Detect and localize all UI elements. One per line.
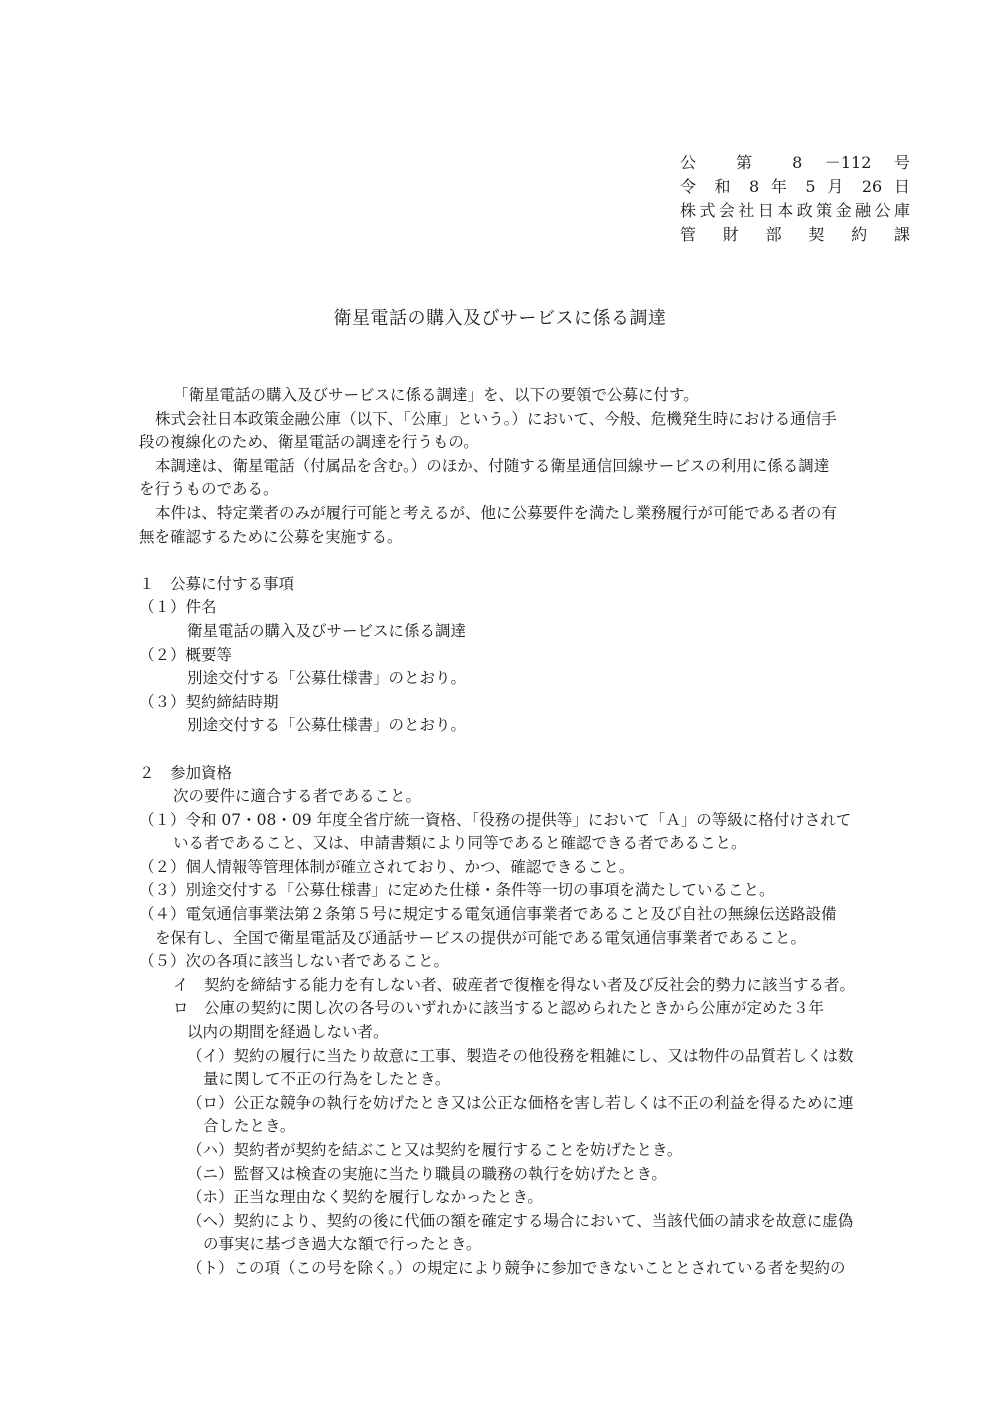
exclusion-sub-e: （ホ）正当な理由なく契約を履行しなかったとき。 bbox=[187, 1188, 543, 1207]
exclusion-i: イ 契約を締結する能力を有しない者、破産者で復権を得ない者及び反社会的勢力に該当する者。 bbox=[173, 975, 856, 994]
section-2-heading: ２ 参加資格 bbox=[139, 763, 233, 782]
spacer bbox=[139, 549, 919, 573]
exclusion-sub-d: （ニ）監督又は検査の実施に当たり職員の職務の執行を妨げたとき。 bbox=[187, 1164, 667, 1183]
section-1-item-3-label: （３）契約締結時期 bbox=[139, 692, 279, 711]
section-1-heading: １ 公募に付する事項 bbox=[139, 574, 295, 593]
section-1-item-2-label: （２）概要等 bbox=[139, 645, 233, 664]
section-1-item-1-value: 衛星電話の購入及びサービスに係る調達 bbox=[187, 621, 467, 640]
document-body bbox=[139, 384, 919, 1281]
spacer bbox=[139, 738, 919, 762]
section-1-item-2-value: 別途交付する「公募仕様書」のとおり。 bbox=[187, 669, 467, 688]
requirement-1-line-2: いる者であること、又は、申請書類により同等であると確認できる者であること。 bbox=[173, 834, 747, 853]
intro-paragraph-2-line-2: 段の複線化のため、衛星電話の調達を行うもの。 bbox=[139, 433, 479, 452]
intro-paragraph-4-line-2: 無を確認するために公募を実施する。 bbox=[139, 527, 403, 546]
exclusion-sub-g-line-1: （ト）この項（この号を除く。）の規定により競争に参加できないこととされている者を契約の bbox=[187, 1258, 846, 1277]
requirement-4-line-1: （４）電気通信事業法第２条第５号に規定する電気通信事業者であること及び自社の無線伝送路設備 bbox=[139, 905, 837, 924]
exclusion-sub-f-line-1: （ヘ）契約により、契約の後に代価の額を確定する場合において、当該代価の請求を故意に虚偽 bbox=[187, 1211, 854, 1230]
exclusion-ro-line-2: 以内の期間を経過しない者。 bbox=[187, 1023, 389, 1042]
intro-paragraph-1: 「衛星電話の購入及びサービスに係る調達」を、以下の要領で公募に付す。 bbox=[173, 386, 699, 404]
intro-paragraph-3-line-1: 本調達は、衛星電話（付属品を含む。）のほか、付随する衛星通信回線サービスの利用に係る調達 bbox=[155, 456, 830, 475]
section-1-item-1-label: （１）件名 bbox=[139, 598, 217, 617]
exclusion-sub-a-line-2: 量に関して不正の行為をしたとき。 bbox=[203, 1070, 451, 1089]
requirement-3: （３）別途交付する「公募仕様書」に定めた仕様・条件等一切の事項を満たしていること。 bbox=[139, 881, 775, 900]
document-title: 衛星電話の購入及びサービスに係る調達 bbox=[333, 308, 667, 329]
exclusion-sub-b-line-2: 合したとき。 bbox=[203, 1117, 296, 1136]
exclusion-sub-f-line-2: の事実に基づき過大な額で行ったとき。 bbox=[203, 1235, 482, 1254]
document-number: 公 第 8 －112 号 bbox=[680, 153, 910, 172]
exclusion-ro-line-1: ロ 公庫の契約に関し次の各号のいずれかに該当すると認められたときから公庫が定めた３年 bbox=[173, 999, 825, 1018]
intro-paragraph-4-line-1: 本件は、特定業者のみが履行可能と考えるが、他に公募要件を満たし業務履行が可能である者の有 bbox=[155, 503, 838, 522]
issuer-department: 管 財 部 契 約 課 bbox=[680, 225, 910, 244]
document-header bbox=[680, 151, 910, 247]
requirement-2: （２）個人情報等管理体制が確立されており、かつ、確認できること。 bbox=[139, 857, 635, 876]
requirement-1-line-1: （１）令和 07・08・09 年度全省庁統一資格、「役務の提供等」において「Ａ」の等級に格付けされて bbox=[139, 810, 852, 829]
intro-paragraph-2-line-1: 株式会社日本政策金融公庫（以下、「公庫」という。）において、今般、危機発生時における通信手 bbox=[155, 409, 837, 428]
requirement-5: （５）次の各項に該当しない者であること。 bbox=[139, 952, 450, 971]
document-date: 令 和 8 年 5 月 26 日 bbox=[680, 177, 910, 196]
exclusion-sub-b-line-1: （ロ）公正な競争の執行を妨げたとき又は公正な価格を害し若しくは不正の利益を得るために連 bbox=[187, 1093, 854, 1112]
issuer-organization: 株式会社日本政策金融公庫 bbox=[680, 201, 910, 220]
exclusion-sub-c: （ハ）契約者が契約を結ぶこと又は契約を履行することを妨げたとき。 bbox=[187, 1141, 683, 1159]
requirement-4-line-2: を保有し、全国で衛星電話及び通話サービスの提供が可能である電気通信事業者であること。 bbox=[155, 928, 807, 947]
section-2-lead: 次の要件に適合する者であること。 bbox=[173, 787, 422, 806]
exclusion-sub-a-line-1: （イ）契約の履行に当たり故意に工事、製造その他役務を粗雑にし、又は物件の品質若しくは数 bbox=[187, 1046, 854, 1065]
intro-paragraph-3-line-2: を行うものである。 bbox=[139, 480, 279, 499]
section-1-item-3-value: 別途交付する「公募仕様書」のとおり。 bbox=[187, 716, 467, 735]
